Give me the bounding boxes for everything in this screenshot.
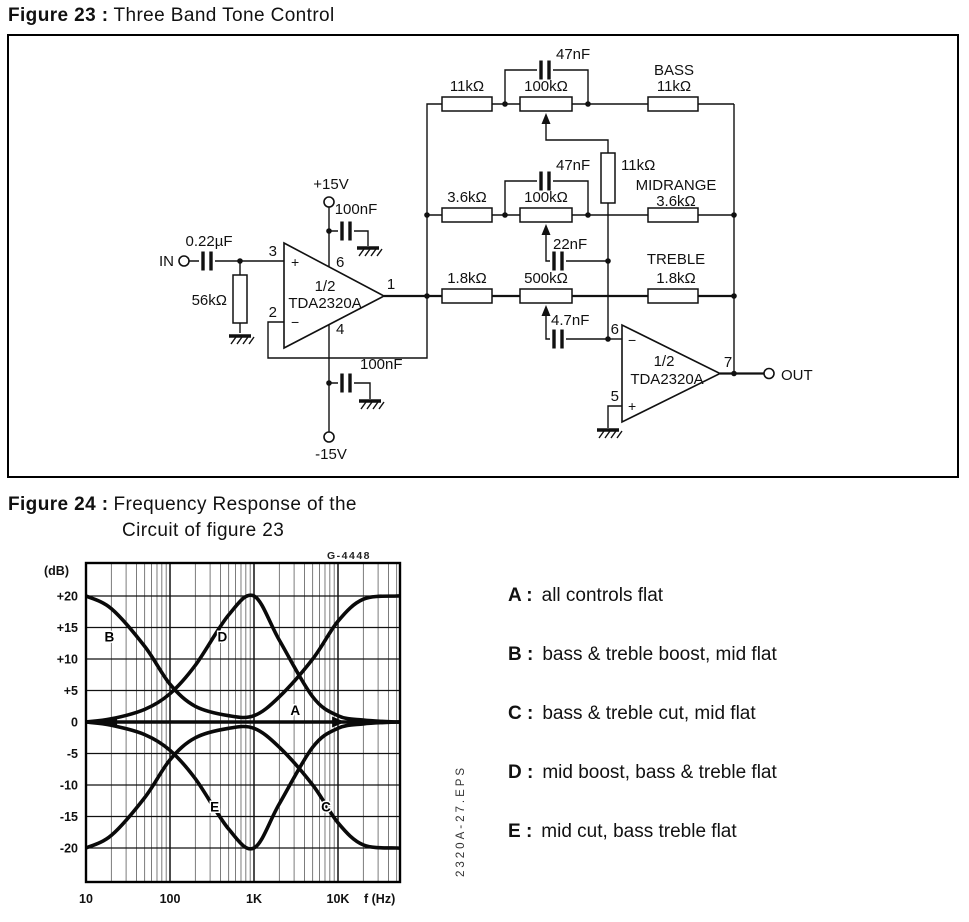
- y-tick-label: +20: [56, 589, 78, 604]
- vminus-label: -15V: [315, 446, 347, 463]
- legend-item-a: [508, 585, 777, 607]
- bass-pot-label: 100kΩ: [524, 78, 568, 95]
- op1-pin6-label: 6: [336, 254, 345, 271]
- y-tick-label: +10: [56, 652, 78, 667]
- resistor-bass-wiper: [601, 153, 615, 203]
- figure24-caption: [8, 492, 357, 544]
- figure23-caption-number: Figure 23 :: [8, 5, 109, 26]
- resistor-56k: [233, 275, 247, 323]
- eps-filename-tag: 2320A-27.EPS: [455, 764, 467, 877]
- input-cap-label: 0.22µF: [185, 233, 233, 250]
- curves: [86, 595, 400, 849]
- bass-wiper-resistor-label: 11kΩ: [621, 157, 656, 174]
- capacitor-bass: [541, 61, 549, 80]
- curve-label-A: A: [290, 703, 301, 719]
- capacitors: [203, 61, 562, 393]
- capacitor-treble-wiper: [554, 330, 562, 349]
- potentiometer-mid: [520, 208, 572, 222]
- treble-wiper-cap-label: 4.7nF: [551, 312, 590, 329]
- resistor-bass-left: [442, 97, 492, 111]
- decouple-top-label: 100nF: [334, 201, 378, 218]
- ground-icon: [357, 248, 382, 256]
- bass-left-resistor-label: 11kΩ: [449, 78, 485, 95]
- capacitor-decouple-top: [342, 222, 350, 241]
- resistor-mid-right: [648, 208, 698, 222]
- y-axis-label: (dB): [44, 564, 69, 578]
- mid-cap-label: 47nF: [556, 157, 591, 174]
- legend-text: bass & treble cut, mid flat: [542, 703, 756, 724]
- vplus-label: +15V: [313, 176, 349, 193]
- treble-right-resistor-label: 1.8kΩ: [656, 270, 696, 287]
- frequency-response-chart: [30, 548, 480, 917]
- legend-text: mid cut, bass treble flat: [541, 821, 737, 842]
- mid-wiper-cap-label: 22nF: [553, 236, 588, 253]
- resistor-treble-right: [648, 289, 698, 303]
- bass-name-label: BASS: [653, 62, 695, 79]
- figure23-caption-title: Three Band Tone Control: [113, 5, 335, 26]
- curve-B: [86, 596, 400, 718]
- curve-label-E: E: [210, 799, 220, 815]
- graph-code-label: G-4448: [327, 550, 372, 562]
- y-tick-label: 0: [71, 715, 78, 730]
- legend-key: B :: [508, 644, 534, 665]
- legend-key: E :: [508, 821, 533, 842]
- resistor-bass-right: [648, 97, 698, 111]
- decouple-bottom-label: 100nF: [360, 356, 403, 373]
- y-tick-label: -20: [59, 841, 78, 856]
- y-tick-label: +15: [56, 621, 78, 635]
- output-terminal: [764, 369, 774, 379]
- y-tick-label: -15: [59, 810, 78, 824]
- legend-text: bass & treble boost, mid flat: [542, 644, 777, 665]
- treble-left-resistor-label: 1.8kΩ: [447, 270, 487, 287]
- op2-pin6-label: 6: [610, 321, 619, 338]
- op2-minus-sign: −: [628, 332, 637, 348]
- figure24-caption-line2: Circuit of figure 23: [122, 520, 285, 541]
- op1-pin1-label: 1: [386, 276, 396, 293]
- x-tick-label: 10: [79, 892, 93, 906]
- x-tick-label: 10K: [326, 892, 350, 906]
- vminus-terminal: [324, 432, 334, 442]
- curve-C: [86, 726, 400, 848]
- bass-right-resistor-label: 11kΩ: [656, 78, 692, 95]
- curve-label-B: B: [104, 629, 115, 645]
- tone-control-schematic: [9, 36, 957, 476]
- x-tick-label: 1K: [246, 892, 262, 906]
- legend-item-c: [508, 703, 777, 725]
- op1-name-label: TDA2320A: [288, 295, 362, 312]
- mid-wiper-arrow-icon: [542, 224, 551, 235]
- capacitor-decouple-bottom: [342, 374, 350, 393]
- op2-plus-sign: +: [628, 398, 637, 414]
- op2-half-label: 1/2: [653, 353, 675, 370]
- legend-text: mid boost, bass & treble flat: [542, 762, 777, 783]
- legend-text: all controls flat: [541, 585, 664, 606]
- capacitor-mid-wiper: [554, 252, 562, 271]
- legend-key: D :: [508, 762, 534, 783]
- legend-key: C :: [508, 703, 534, 724]
- vplus-terminal: [324, 197, 334, 207]
- y-tick-label: -10: [59, 778, 78, 793]
- mid-left-resistor-label: 3.6kΩ: [447, 189, 487, 206]
- op2-pin7-label: 7: [723, 354, 733, 371]
- frequency-response-graph-panel: [30, 548, 480, 917]
- resistor-treble-left: [442, 289, 492, 303]
- mid-pot-label: 100kΩ: [524, 189, 568, 206]
- figure23-caption: [8, 5, 335, 27]
- figure24-caption-line1: Figure 24 : Frequency Response of the: [8, 494, 357, 515]
- op1-plus-sign: +: [291, 254, 300, 270]
- mid-right-resistor-label: 3.6kΩ: [656, 193, 696, 210]
- treble-pot-label: 500kΩ: [524, 270, 568, 287]
- input-resistor-label: 56kΩ: [191, 292, 227, 309]
- op1-pin4-label: 4: [336, 321, 345, 338]
- op2-pin5-label: 5: [610, 388, 619, 405]
- treble-wiper-arrow-icon: [542, 305, 551, 316]
- wire-op2-noninv: [608, 406, 622, 428]
- bass-wiper-arrow-icon: [542, 113, 551, 124]
- potentiometer-treble: [520, 289, 572, 303]
- op2-name-label: TDA2320A: [630, 371, 704, 388]
- out-label: OUT: [781, 367, 813, 384]
- legend-item-b: [508, 644, 777, 666]
- tone-control-schematic-panel: [7, 34, 959, 478]
- bass-cap-label: 47nF: [556, 46, 591, 63]
- potentiometer-bass: [520, 97, 572, 111]
- capacitor-input: [203, 252, 211, 271]
- curve-legend: [508, 585, 777, 880]
- op1-pin2-label: 2: [268, 304, 277, 321]
- figure24-caption-number: Figure 24 :: [8, 494, 109, 515]
- treble-name-label: TREBLE: [646, 251, 706, 268]
- opamps: [284, 243, 720, 422]
- curve-label-C: C: [321, 799, 331, 815]
- op1-half-label: 1/2: [314, 278, 336, 295]
- ground-icon: [359, 401, 384, 409]
- legend-item-d: [508, 762, 777, 784]
- op1-pin3-label: 3: [268, 243, 277, 260]
- junctions: [237, 101, 737, 386]
- op1-minus-sign: −: [291, 314, 300, 330]
- ground-icon: [597, 430, 622, 438]
- capacitor-mid: [541, 172, 549, 191]
- x-axis-label: f (Hz): [364, 892, 396, 906]
- legend-key: A :: [508, 585, 533, 606]
- wire-left-bus: [427, 104, 442, 296]
- legend-item-e: [508, 821, 777, 843]
- resistor-mid-left: [442, 208, 492, 222]
- mid-name-label: MIDRANGE: [635, 177, 717, 194]
- y-tick-label: -5: [66, 747, 78, 761]
- y-tick-label: +5: [63, 684, 78, 698]
- signal-wires: [384, 296, 764, 374]
- curve-label-D: D: [217, 629, 228, 645]
- in-label: IN: [159, 253, 174, 270]
- input-terminal: [179, 256, 189, 266]
- ground-icon: [229, 336, 254, 344]
- x-tick-label: 100: [159, 892, 181, 906]
